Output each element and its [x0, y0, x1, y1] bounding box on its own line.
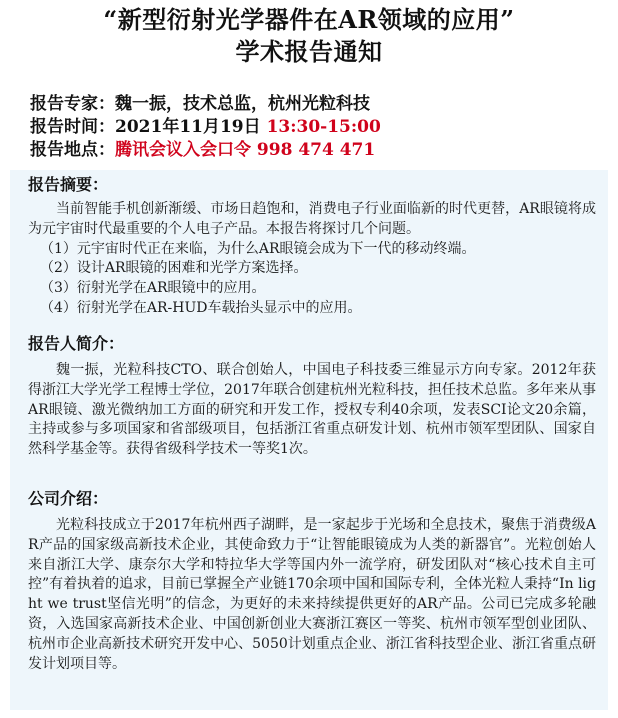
speaker-line [30, 93, 600, 116]
speaker-value: 魏一振，技术总监，杭州光粒科技 [115, 94, 370, 114]
place-line [30, 139, 600, 162]
time-range: 13:30-15:00 [266, 117, 381, 137]
time-line [30, 116, 600, 139]
place-label: 报告地点： [30, 140, 115, 160]
title-line-2: 学术报告通知 [235, 37, 383, 66]
meta-block [30, 93, 600, 162]
abstract-paragraph: 当前智能手机创新渐缓、市场日趋饱和，消费电子行业面临新的时代更替，AR眼镜将成为元宇宙时代最重要的个人电子产品。本报告将探讨几个问题。 [28, 201, 596, 237]
abstract-item: （1）元宇宙时代正在来临，为什么AR眼镜会成为下一代的移动终端。 [40, 240, 476, 257]
speaker-paragraph: 魏一振，光粒科技CTO、联合创始人，中国电子科技委三维显示方向专家。2012年获得浙江大学光学工程博士学位，2017年联合创建杭州光粒科技，担任技术总监。多年来从事AR眼镜、激光微纳加工方面的研究和开发工作，授权专利40余项，发表SCI论文20余篇，主持或参与多项国家和省部级项目，包括浙江省重点研发计划、杭州市领军型团队、国家自然科学基金等。获得省级科学技术一等奖1次。 [28, 362, 596, 458]
time-label: 报告时间： [30, 117, 115, 137]
abstract-section [10, 174, 608, 319]
company-section [10, 488, 608, 674]
title-line-1: “新型衍射光学器件在AR领域的应用” [103, 5, 515, 34]
abstract-item: （4）衍射光学在AR-HUD车载抬头显示中的应用。 [40, 299, 362, 316]
time-date: 2021年11月19日 [115, 117, 261, 137]
company-heading: 公司介绍： [28, 489, 109, 508]
company-paragraph: 光粒科技成立于2017年杭州西子湖畔，是一家起步于光场和全息技术，聚焦于消费级AR产品的国家级高新技术企业，其使命致力于“让智能眼镜成为人类的新器官”。光粒创始人来自浙江大学、康奈尔大学和特拉华大学等国内外一流学府，研发团队对“核心技术自主可控”有着执着的追求，目前已掌握全产业链170余项中国和国际专利，全体光粒人秉持“In light we trust坚信光明”的信念，为更好的未来持续提供更好的AR产品。公司已完成多轮融资，入选国家高新技术企业、中国创新创业大赛浙江赛区一等奖、杭州市领军型创业团队、杭州市企业高新技术研究开发中心、5050计划重点企业、浙江省科技型企业、浙江省重点研发计划项目等。 [28, 517, 596, 672]
place-value: 腾讯会议入会口令 [115, 140, 251, 160]
abstract-heading: 报告摘要： [28, 175, 109, 194]
speaker-label: 报告专家： [30, 94, 115, 114]
speaker-heading: 报告人简介： [28, 334, 125, 353]
notice-title [0, 4, 618, 68]
content-panel [10, 170, 608, 710]
abstract-item: （2）设计AR眼镜的困难和光学方案选择。 [40, 260, 308, 277]
meeting-code: 998 474 471 [256, 140, 376, 160]
speaker-section [10, 333, 608, 460]
abstract-item: （3）衍射光学在AR眼镜中的应用。 [40, 280, 266, 297]
